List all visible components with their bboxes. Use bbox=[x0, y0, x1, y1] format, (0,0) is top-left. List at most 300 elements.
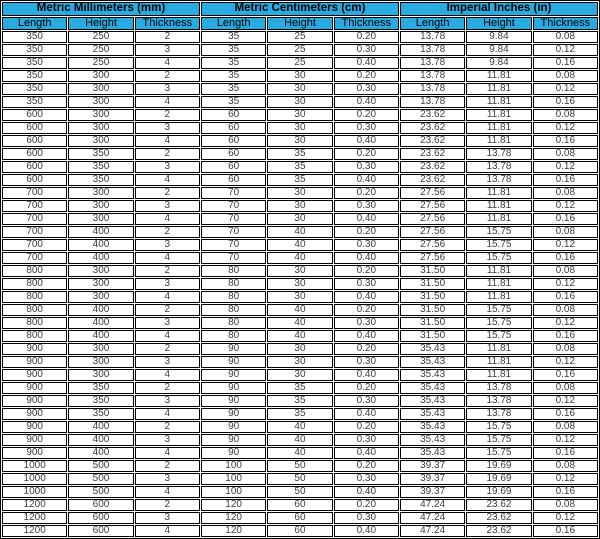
table-row bbox=[2, 109, 598, 121]
table-cell: 600 bbox=[2, 135, 67, 147]
table-cell: 350 bbox=[68, 174, 133, 186]
table-cell: 4 bbox=[135, 447, 200, 459]
table-row bbox=[2, 44, 598, 56]
table-cell: 4 bbox=[135, 486, 200, 498]
table-row bbox=[2, 70, 598, 82]
table-row bbox=[2, 239, 598, 251]
table-row bbox=[2, 226, 598, 238]
table-cell: 4 bbox=[135, 96, 200, 108]
table-row bbox=[2, 473, 598, 485]
table-cell: 35.43 bbox=[400, 395, 465, 407]
table-cell: 250 bbox=[68, 44, 133, 56]
table-cell: 15.75 bbox=[466, 304, 531, 316]
table-cell: 23.62 bbox=[466, 525, 531, 537]
table-cell: 100 bbox=[201, 460, 266, 472]
table-cell: 23.62 bbox=[400, 122, 465, 134]
table-cell: 11.81 bbox=[466, 265, 531, 277]
table-cell: 0.12 bbox=[533, 395, 598, 407]
table-cell: 27.56 bbox=[400, 226, 465, 238]
table-cell: 31.50 bbox=[400, 291, 465, 303]
table-cell: 11.81 bbox=[466, 200, 531, 212]
table-cell: 400 bbox=[68, 252, 133, 264]
table-cell: 900 bbox=[2, 421, 67, 433]
table-cell: 100 bbox=[201, 486, 266, 498]
table-cell: 70 bbox=[201, 239, 266, 251]
table-cell: 1200 bbox=[2, 525, 67, 537]
column-header-thickness-in: Thickness bbox=[533, 17, 598, 30]
table-cell: 3 bbox=[135, 161, 200, 173]
table-cell: 15.75 bbox=[466, 421, 531, 433]
table-cell: 2 bbox=[135, 304, 200, 316]
table-cell: 0.40 bbox=[334, 57, 399, 69]
table-cell: 31.50 bbox=[400, 317, 465, 329]
table-cell: 400 bbox=[68, 434, 133, 446]
table-cell: 800 bbox=[2, 304, 67, 316]
table-cell: 800 bbox=[2, 265, 67, 277]
table-cell: 0.30 bbox=[334, 278, 399, 290]
table-cell: 0.40 bbox=[334, 135, 399, 147]
table-cell: 400 bbox=[68, 317, 133, 329]
table-cell: 40 bbox=[267, 226, 332, 238]
table-cell: 600 bbox=[2, 161, 67, 173]
table-row bbox=[2, 395, 598, 407]
table-cell: 600 bbox=[2, 148, 67, 160]
table-cell: 80 bbox=[201, 278, 266, 290]
table-cell: 90 bbox=[201, 343, 266, 355]
table-cell: 2 bbox=[135, 265, 200, 277]
table-cell: 35.43 bbox=[400, 447, 465, 459]
table-cell: 23.62 bbox=[466, 499, 531, 511]
table-cell: 9.84 bbox=[466, 57, 531, 69]
table-cell: 50 bbox=[267, 486, 332, 498]
table-cell: 11.81 bbox=[466, 122, 531, 134]
table-cell: 350 bbox=[2, 31, 67, 43]
table-cell: 60 bbox=[201, 148, 266, 160]
table-cell: 2 bbox=[135, 460, 200, 472]
table-cell: 0.16 bbox=[533, 525, 598, 537]
table-cell: 0.20 bbox=[334, 31, 399, 43]
table-cell: 400 bbox=[68, 239, 133, 251]
table-cell: 350 bbox=[68, 161, 133, 173]
table-cell: 11.81 bbox=[466, 278, 531, 290]
table-cell: 4 bbox=[135, 408, 200, 420]
table-cell: 60 bbox=[267, 525, 332, 537]
table-cell: 35 bbox=[267, 408, 332, 420]
table-cell: 90 bbox=[201, 369, 266, 381]
table-cell: 0.30 bbox=[334, 317, 399, 329]
table-cell: 0.12 bbox=[533, 473, 598, 485]
table-row bbox=[2, 343, 598, 355]
table-cell: 3 bbox=[135, 239, 200, 251]
table-cell: 0.08 bbox=[533, 148, 598, 160]
table-cell: 120 bbox=[201, 499, 266, 511]
table-cell: 70 bbox=[201, 187, 266, 199]
table-cell: 15.75 bbox=[466, 434, 531, 446]
table-cell: 350 bbox=[68, 395, 133, 407]
table-cell: 800 bbox=[2, 330, 67, 342]
table-cell: 80 bbox=[201, 330, 266, 342]
table-cell: 0.20 bbox=[334, 460, 399, 472]
table-cell: 0.08 bbox=[533, 187, 598, 199]
table-cell: 0.40 bbox=[334, 96, 399, 108]
table-cell: 3 bbox=[135, 395, 200, 407]
table-cell: 3 bbox=[135, 122, 200, 134]
table-cell: 70 bbox=[201, 200, 266, 212]
table-cell: 350 bbox=[2, 57, 67, 69]
table-cell: 70 bbox=[201, 252, 266, 264]
table-row bbox=[2, 408, 598, 420]
table-cell: 11.81 bbox=[466, 70, 531, 82]
table-cell: 30 bbox=[267, 343, 332, 355]
table-cell: 80 bbox=[201, 317, 266, 329]
table-row bbox=[2, 486, 598, 498]
table-cell: 0.20 bbox=[334, 70, 399, 82]
table-cell: 900 bbox=[2, 408, 67, 420]
table-cell: 0.40 bbox=[334, 447, 399, 459]
table-cell: 1000 bbox=[2, 460, 67, 472]
table-cell: 0.12 bbox=[533, 278, 598, 290]
table-cell: 40 bbox=[267, 239, 332, 251]
table-cell: 400 bbox=[68, 226, 133, 238]
table-cell: 35 bbox=[267, 382, 332, 394]
table-cell: 11.81 bbox=[466, 187, 531, 199]
table-cell: 400 bbox=[68, 304, 133, 316]
table-cell: 60 bbox=[267, 499, 332, 511]
table-row bbox=[2, 187, 598, 199]
table-cell: 15.75 bbox=[466, 330, 531, 342]
table-cell: 700 bbox=[2, 239, 67, 251]
column-header-row bbox=[2, 17, 598, 30]
table-cell: 23.62 bbox=[466, 512, 531, 524]
table-row bbox=[2, 213, 598, 225]
table-cell: 0.40 bbox=[334, 369, 399, 381]
table-cell: 0.16 bbox=[533, 447, 598, 459]
table-cell: 11.81 bbox=[466, 369, 531, 381]
table-cell: 35 bbox=[201, 70, 266, 82]
table-cell: 31.50 bbox=[400, 278, 465, 290]
table-cell: 4 bbox=[135, 135, 200, 147]
table-cell: 350 bbox=[68, 148, 133, 160]
table-cell: 60 bbox=[201, 122, 266, 134]
table-cell: 0.40 bbox=[334, 291, 399, 303]
table-cell: 0.30 bbox=[334, 239, 399, 251]
table-cell: 30 bbox=[267, 356, 332, 368]
table-cell: 15.75 bbox=[466, 239, 531, 251]
table-cell: 4 bbox=[135, 291, 200, 303]
table-cell: 35 bbox=[201, 83, 266, 95]
table-cell: 0.20 bbox=[334, 304, 399, 316]
table-row bbox=[2, 525, 598, 537]
table-cell: 4 bbox=[135, 213, 200, 225]
table-cell: 2 bbox=[135, 499, 200, 511]
table-cell: 300 bbox=[68, 122, 133, 134]
table-cell: 0.08 bbox=[533, 226, 598, 238]
table-cell: 300 bbox=[68, 291, 133, 303]
column-header-length-mm: Length bbox=[2, 17, 67, 30]
table-cell: 600 bbox=[2, 122, 67, 134]
table-cell: 13.78 bbox=[466, 395, 531, 407]
table-cell: 0.20 bbox=[334, 499, 399, 511]
table-cell: 0.16 bbox=[533, 369, 598, 381]
table-cell: 300 bbox=[68, 356, 133, 368]
table-cell: 13.78 bbox=[400, 57, 465, 69]
table-cell: 13.78 bbox=[466, 174, 531, 186]
table-cell: 600 bbox=[68, 525, 133, 537]
table-cell: 600 bbox=[68, 499, 133, 511]
table-cell: 30 bbox=[267, 70, 332, 82]
table-cell: 70 bbox=[201, 213, 266, 225]
table-cell: 47.24 bbox=[400, 512, 465, 524]
table-cell: 0.30 bbox=[334, 83, 399, 95]
table-cell: 3 bbox=[135, 44, 200, 56]
table-cell: 800 bbox=[2, 278, 67, 290]
table-cell: 0.16 bbox=[533, 291, 598, 303]
table-cell: 13.78 bbox=[400, 96, 465, 108]
table-cell: 0.12 bbox=[533, 161, 598, 173]
table-cell: 35.43 bbox=[400, 343, 465, 355]
column-header-length-in: Length bbox=[400, 17, 465, 30]
column-header-thickness-mm: Thickness bbox=[135, 17, 200, 30]
table-cell: 500 bbox=[68, 460, 133, 472]
table-row bbox=[2, 148, 598, 160]
table-cell: 35.43 bbox=[400, 408, 465, 420]
table-cell: 800 bbox=[2, 291, 67, 303]
group-header-row bbox=[2, 2, 598, 16]
table-cell: 13.78 bbox=[400, 83, 465, 95]
table-cell: 0.16 bbox=[533, 96, 598, 108]
table-cell: 0.30 bbox=[334, 356, 399, 368]
table-row bbox=[2, 447, 598, 459]
table-cell: 60 bbox=[201, 161, 266, 173]
table-cell: 60 bbox=[201, 109, 266, 121]
table-row bbox=[2, 161, 598, 173]
table-cell: 0.12 bbox=[533, 356, 598, 368]
table-cell: 400 bbox=[68, 330, 133, 342]
table-cell: 0.40 bbox=[334, 408, 399, 420]
table-cell: 300 bbox=[68, 343, 133, 355]
table-cell: 900 bbox=[2, 447, 67, 459]
table-cell: 40 bbox=[267, 447, 332, 459]
table-cell: 350 bbox=[2, 96, 67, 108]
table-cell: 300 bbox=[68, 369, 133, 381]
table-cell: 900 bbox=[2, 356, 67, 368]
table-cell: 30 bbox=[267, 187, 332, 199]
table-cell: 35.43 bbox=[400, 434, 465, 446]
table-cell: 23.62 bbox=[400, 109, 465, 121]
table-cell: 350 bbox=[2, 83, 67, 95]
table-cell: 40 bbox=[267, 304, 332, 316]
table-cell: 0.30 bbox=[334, 122, 399, 134]
table-cell: 0.12 bbox=[533, 83, 598, 95]
table-cell: 25 bbox=[267, 31, 332, 43]
table-cell: 250 bbox=[68, 31, 133, 43]
table-cell: 35.43 bbox=[400, 421, 465, 433]
table-cell: 300 bbox=[68, 265, 133, 277]
table-cell: 0.12 bbox=[533, 239, 598, 251]
table-cell: 9.84 bbox=[466, 31, 531, 43]
table-cell: 900 bbox=[2, 434, 67, 446]
table-row bbox=[2, 96, 598, 108]
table-cell: 30 bbox=[267, 122, 332, 134]
table-cell: 90 bbox=[201, 408, 266, 420]
table-cell: 13.78 bbox=[400, 44, 465, 56]
table-cell: 90 bbox=[201, 434, 266, 446]
table-cell: 3 bbox=[135, 200, 200, 212]
table-row bbox=[2, 317, 598, 329]
table-cell: 0.12 bbox=[533, 200, 598, 212]
table-row bbox=[2, 135, 598, 147]
table-cell: 27.56 bbox=[400, 252, 465, 264]
table-cell: 0.08 bbox=[533, 265, 598, 277]
table-cell: 700 bbox=[2, 213, 67, 225]
table-cell: 600 bbox=[2, 174, 67, 186]
table-cell: 15.75 bbox=[466, 317, 531, 329]
table-cell: 50 bbox=[267, 473, 332, 485]
table-cell: 60 bbox=[267, 512, 332, 524]
table-cell: 0.20 bbox=[334, 148, 399, 160]
table-row bbox=[2, 252, 598, 264]
table-cell: 4 bbox=[135, 57, 200, 69]
column-header-height-cm: Height bbox=[267, 17, 332, 30]
table-cell: 31.50 bbox=[400, 304, 465, 316]
table-cell: 35.43 bbox=[400, 382, 465, 394]
table-cell: 0.30 bbox=[334, 44, 399, 56]
table-cell: 80 bbox=[201, 304, 266, 316]
table-cell: 0.40 bbox=[334, 252, 399, 264]
table-cell: 30 bbox=[267, 278, 332, 290]
table-cell: 30 bbox=[267, 369, 332, 381]
table-cell: 19.69 bbox=[466, 460, 531, 472]
table-cell: 0.12 bbox=[533, 44, 598, 56]
table-cell: 0.20 bbox=[334, 226, 399, 238]
table-cell: 0.08 bbox=[533, 382, 598, 394]
table-cell: 35 bbox=[201, 31, 266, 43]
table-cell: 35.43 bbox=[400, 356, 465, 368]
table-cell: 11.81 bbox=[466, 213, 531, 225]
table-cell: 30 bbox=[267, 200, 332, 212]
table-cell: 0.08 bbox=[533, 109, 598, 121]
table-cell: 11.81 bbox=[466, 291, 531, 303]
table-cell: 90 bbox=[201, 382, 266, 394]
table-cell: 4 bbox=[135, 369, 200, 381]
table-cell: 500 bbox=[68, 486, 133, 498]
table-row bbox=[2, 122, 598, 134]
table-cell: 0.30 bbox=[334, 200, 399, 212]
table-cell: 4 bbox=[135, 252, 200, 264]
table-row bbox=[2, 83, 598, 95]
table-cell: 300 bbox=[68, 109, 133, 121]
table-cell: 900 bbox=[2, 382, 67, 394]
table-cell: 600 bbox=[2, 109, 67, 121]
table-cell: 13.78 bbox=[466, 408, 531, 420]
table-cell: 0.08 bbox=[533, 31, 598, 43]
table-cell: 0.16 bbox=[533, 57, 598, 69]
table-cell: 39.37 bbox=[400, 460, 465, 472]
table-cell: 0.30 bbox=[334, 395, 399, 407]
table-cell: 2 bbox=[135, 421, 200, 433]
table-cell: 39.37 bbox=[400, 473, 465, 485]
column-header-height-mm: Height bbox=[68, 17, 133, 30]
table-cell: 700 bbox=[2, 226, 67, 238]
table-cell: 0.08 bbox=[533, 304, 598, 316]
table-cell: 350 bbox=[68, 382, 133, 394]
table-cell: 0.16 bbox=[533, 252, 598, 264]
table-cell: 0.20 bbox=[334, 187, 399, 199]
table-cell: 39.37 bbox=[400, 486, 465, 498]
table-cell: 23.62 bbox=[400, 135, 465, 147]
table-cell: 700 bbox=[2, 252, 67, 264]
table-cell: 0.40 bbox=[334, 525, 399, 537]
table-cell: 0.30 bbox=[334, 473, 399, 485]
table-cell: 15.75 bbox=[466, 252, 531, 264]
table-cell: 11.81 bbox=[466, 83, 531, 95]
table-cell: 13.78 bbox=[466, 382, 531, 394]
table-cell: 2 bbox=[135, 70, 200, 82]
table-cell: 1000 bbox=[2, 473, 67, 485]
table-cell: 4 bbox=[135, 330, 200, 342]
table-cell: 120 bbox=[201, 512, 266, 524]
group-header-metric-mm: Metric Millimeters (mm) bbox=[2, 2, 200, 16]
table-cell: 0.30 bbox=[334, 434, 399, 446]
table-cell: 0.16 bbox=[533, 330, 598, 342]
table-cell: 90 bbox=[201, 356, 266, 368]
table-cell: 300 bbox=[68, 96, 133, 108]
column-header-height-in: Height bbox=[466, 17, 531, 30]
column-header-thickness-cm: Thickness bbox=[334, 17, 399, 30]
table-cell: 50 bbox=[267, 460, 332, 472]
table-cell: 700 bbox=[2, 187, 67, 199]
table-cell: 23.62 bbox=[400, 174, 465, 186]
table-cell: 31.50 bbox=[400, 330, 465, 342]
table-cell: 19.69 bbox=[466, 473, 531, 485]
table-row bbox=[2, 200, 598, 212]
table-cell: 47.24 bbox=[400, 499, 465, 511]
table-cell: 400 bbox=[68, 447, 133, 459]
table-cell: 3 bbox=[135, 83, 200, 95]
table-cell: 3 bbox=[135, 512, 200, 524]
table-row bbox=[2, 304, 598, 316]
table-cell: 27.56 bbox=[400, 200, 465, 212]
table-cell: 35 bbox=[201, 57, 266, 69]
table-cell: 31.50 bbox=[400, 265, 465, 277]
table-cell: 27.56 bbox=[400, 187, 465, 199]
table-cell: 0.08 bbox=[533, 343, 598, 355]
table-cell: 300 bbox=[68, 70, 133, 82]
table-row bbox=[2, 512, 598, 524]
table-cell: 0.40 bbox=[334, 174, 399, 186]
table-cell: 30 bbox=[267, 265, 332, 277]
table-cell: 0.20 bbox=[334, 265, 399, 277]
table-cell: 30 bbox=[267, 109, 332, 121]
table-cell: 3 bbox=[135, 434, 200, 446]
table-cell: 40 bbox=[267, 330, 332, 342]
table-cell: 0.16 bbox=[533, 486, 598, 498]
table-cell: 30 bbox=[267, 213, 332, 225]
table-cell: 80 bbox=[201, 291, 266, 303]
table-row bbox=[2, 421, 598, 433]
table-cell: 3 bbox=[135, 473, 200, 485]
table-cell: 15.75 bbox=[466, 226, 531, 238]
table-cell: 2 bbox=[135, 109, 200, 121]
table-cell: 0.12 bbox=[533, 434, 598, 446]
table-row bbox=[2, 174, 598, 186]
table-cell: 30 bbox=[267, 291, 332, 303]
table-cell: 0.08 bbox=[533, 421, 598, 433]
table-cell: 400 bbox=[68, 421, 133, 433]
table-cell: 2 bbox=[135, 148, 200, 160]
table-cell: 25 bbox=[267, 44, 332, 56]
table-cell: 2 bbox=[135, 187, 200, 199]
